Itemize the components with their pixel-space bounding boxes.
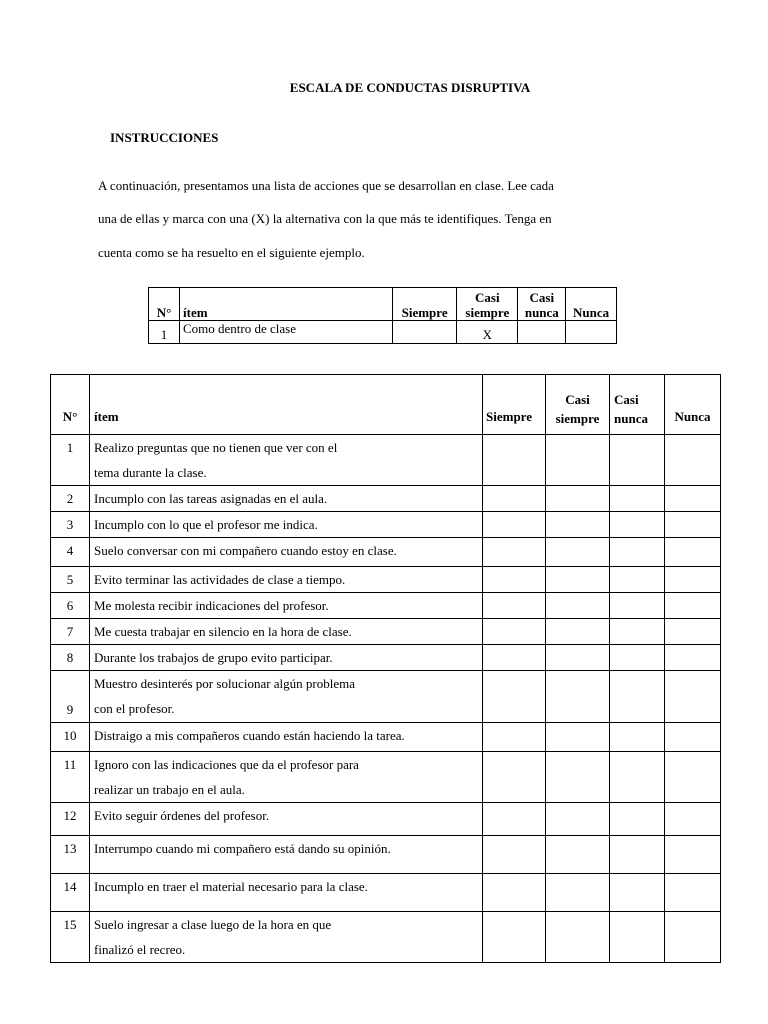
answer-cell-casi-nunca[interactable] bbox=[610, 912, 665, 963]
row-item-line: Evito seguir órdenes del profesor. bbox=[94, 808, 270, 823]
answer-cell-casi-nunca[interactable] bbox=[610, 645, 665, 671]
row-item-line: Me molesta recibir indicaciones del profesor. bbox=[94, 598, 329, 613]
row-item bbox=[90, 512, 483, 538]
row-number: 13 bbox=[51, 836, 90, 874]
answer-cell-casi-nunca[interactable] bbox=[610, 836, 665, 874]
table-row bbox=[51, 752, 721, 803]
row-item bbox=[90, 538, 483, 567]
answer-cell-siempre[interactable] bbox=[483, 486, 546, 512]
example-header-siempre: Siempre bbox=[393, 288, 457, 321]
answer-cell-nunca[interactable] bbox=[665, 435, 721, 486]
answer-cell-nunca[interactable] bbox=[665, 593, 721, 619]
answer-cell-casi-siempre[interactable] bbox=[546, 671, 610, 723]
header-casi-siempre bbox=[546, 375, 610, 435]
answer-cell-casi-siempre[interactable] bbox=[546, 803, 610, 836]
answer-cell-casi-nunca[interactable] bbox=[610, 486, 665, 512]
row-number: 8 bbox=[51, 645, 90, 671]
table-row bbox=[51, 723, 721, 752]
row-item bbox=[90, 593, 483, 619]
row-item-line: Ignoro con las indicaciones que da el profesor para bbox=[94, 757, 359, 772]
row-number: 15 bbox=[51, 912, 90, 963]
row-item-line: Interrumpo cuando mi compañero está dando su opinión. bbox=[94, 841, 391, 856]
answer-cell-casi-nunca[interactable] bbox=[610, 435, 665, 486]
answer-cell-casi-siempre[interactable] bbox=[546, 435, 610, 486]
document-title: ESCALA DE CONDUCTAS DISRUPTIVA bbox=[289, 80, 531, 95]
answer-cell-nunca[interactable] bbox=[665, 874, 721, 912]
behavior-scale-table bbox=[50, 374, 721, 963]
answer-cell-nunca[interactable] bbox=[665, 645, 721, 671]
row-item bbox=[90, 671, 483, 723]
answer-cell-casi-siempre[interactable] bbox=[546, 567, 610, 593]
example-cell-casi-siempre-mark[interactable]: X bbox=[457, 321, 518, 344]
answer-cell-nunca[interactable] bbox=[665, 912, 721, 963]
row-item-line: Durante los trabajos de grupo evito participar. bbox=[94, 650, 333, 665]
example-header-casi-nunca-2: nunca bbox=[524, 305, 559, 320]
answer-cell-casi-siempre[interactable] bbox=[546, 593, 610, 619]
answer-cell-nunca[interactable] bbox=[665, 486, 721, 512]
row-number: 14 bbox=[51, 874, 90, 912]
row-number: 7 bbox=[51, 619, 90, 645]
answer-cell-siempre[interactable] bbox=[483, 567, 546, 593]
row-item-line: realizar un trabajo en el aula. bbox=[94, 782, 245, 797]
answer-cell-nunca[interactable] bbox=[665, 723, 721, 752]
row-item bbox=[90, 486, 483, 512]
answer-cell-siempre[interactable] bbox=[483, 723, 546, 752]
answer-cell-casi-nunca[interactable] bbox=[610, 752, 665, 803]
table-row bbox=[51, 435, 721, 486]
example-cell-nunca[interactable] bbox=[566, 321, 617, 344]
row-item-line: Distraigo a mis compañeros cuando están haciendo la tarea. bbox=[94, 728, 405, 743]
answer-cell-casi-siempre[interactable] bbox=[546, 874, 610, 912]
answer-cell-casi-nunca[interactable] bbox=[610, 619, 665, 645]
table-row bbox=[51, 671, 721, 723]
table-row bbox=[51, 593, 721, 619]
answer-cell-siempre[interactable] bbox=[483, 512, 546, 538]
example-cell-casi-nunca[interactable] bbox=[518, 321, 566, 344]
row-item-line: Evito terminar las actividades de clase a tiempo. bbox=[94, 572, 346, 587]
row-item-line: Me cuesta trabajar en silencio en la hora de clase. bbox=[94, 624, 352, 639]
table-row bbox=[51, 803, 721, 836]
row-item bbox=[90, 619, 483, 645]
answer-cell-nunca[interactable] bbox=[665, 752, 721, 803]
row-item bbox=[90, 803, 483, 836]
row-item-line: Muestro desinterés por solucionar algún problema bbox=[94, 676, 356, 691]
header-nunca: Nunca bbox=[665, 375, 721, 435]
header-casi-siempre-2: siempre bbox=[555, 411, 600, 426]
row-item-line: Incumplo con las tareas asignadas en el aula. bbox=[94, 491, 328, 506]
header-item: ítem bbox=[90, 375, 483, 435]
answer-cell-nunca[interactable] bbox=[665, 512, 721, 538]
answer-cell-casi-siempre[interactable] bbox=[546, 912, 610, 963]
answer-cell-casi-siempre[interactable] bbox=[546, 619, 610, 645]
answer-cell-siempre[interactable] bbox=[483, 874, 546, 912]
answer-cell-siempre[interactable] bbox=[483, 538, 546, 567]
instructions-line-1: A continuación, presentamos una lista de acciones que se desarrollan en clase. Lee cada bbox=[98, 178, 554, 193]
answer-cell-nunca[interactable] bbox=[665, 671, 721, 723]
example-row-item: Como dentro de clase bbox=[180, 321, 393, 344]
answer-cell-casi-nunca[interactable] bbox=[610, 512, 665, 538]
answer-cell-casi-nunca[interactable] bbox=[610, 593, 665, 619]
answer-cell-nunca[interactable] bbox=[665, 803, 721, 836]
row-number: 10 bbox=[51, 723, 90, 752]
answer-cell-siempre[interactable] bbox=[483, 645, 546, 671]
answer-cell-casi-siempre[interactable] bbox=[546, 723, 610, 752]
example-table bbox=[148, 287, 617, 344]
row-item bbox=[90, 836, 483, 874]
example-header-casi-siempre bbox=[457, 288, 518, 321]
table-row bbox=[51, 645, 721, 671]
row-number: 3 bbox=[51, 512, 90, 538]
answer-cell-nunca[interactable] bbox=[665, 619, 721, 645]
row-item-line: Suelo ingresar a clase luego de la hora en que bbox=[94, 917, 332, 932]
header-casi-nunca-1: Casi bbox=[614, 392, 639, 407]
answer-cell-casi-siempre[interactable] bbox=[546, 752, 610, 803]
row-item-line: Incumplo en traer el material necesario para la clase. bbox=[94, 879, 368, 894]
example-header-casi-nunca-1: Casi bbox=[529, 290, 555, 305]
example-row bbox=[149, 321, 617, 344]
row-item bbox=[90, 912, 483, 963]
example-header-nunca: Nunca bbox=[566, 288, 617, 321]
table-row bbox=[51, 619, 721, 645]
instructions-line-2: una de ellas y marca con una (X) la alternativa con la que más te identifiques. Tenga en bbox=[98, 211, 552, 226]
row-number: 9 bbox=[51, 671, 90, 723]
example-header-casi-nunca bbox=[518, 288, 566, 321]
header-casi-siempre-1: Casi bbox=[565, 392, 590, 407]
row-item-line: Suelo conversar con mi compañero cuando estoy en clase. bbox=[94, 543, 397, 558]
row-item bbox=[90, 567, 483, 593]
row-item-line: tema durante la clase. bbox=[94, 465, 207, 480]
answer-cell-casi-nunca[interactable] bbox=[610, 567, 665, 593]
example-row-num: 1 bbox=[149, 321, 180, 344]
header-casi-nunca bbox=[610, 375, 665, 435]
row-number: 12 bbox=[51, 803, 90, 836]
row-number: 1 bbox=[51, 435, 90, 486]
row-item bbox=[90, 723, 483, 752]
header-siempre: Siempre bbox=[483, 375, 546, 435]
answer-cell-siempre[interactable] bbox=[483, 619, 546, 645]
answer-cell-siempre[interactable] bbox=[483, 912, 546, 963]
row-number: 11 bbox=[51, 752, 90, 803]
row-item-line: Incumplo con lo que el profesor me indica. bbox=[94, 517, 318, 532]
answer-cell-casi-siempre[interactable] bbox=[546, 486, 610, 512]
table-row bbox=[51, 567, 721, 593]
row-item bbox=[90, 752, 483, 803]
answer-cell-siempre[interactable] bbox=[483, 836, 546, 874]
answer-cell-casi-nunca[interactable] bbox=[610, 723, 665, 752]
table-row bbox=[51, 836, 721, 874]
answer-cell-casi-siempre[interactable] bbox=[546, 512, 610, 538]
answer-cell-siempre[interactable] bbox=[483, 803, 546, 836]
table-row bbox=[51, 486, 721, 512]
example-header-item: ítem bbox=[180, 288, 393, 321]
answer-cell-siempre[interactable] bbox=[483, 435, 546, 486]
example-header-casi-siempre-1: Casi bbox=[475, 290, 500, 305]
answer-cell-casi-nunca[interactable] bbox=[610, 874, 665, 912]
answer-cell-nunca[interactable] bbox=[665, 836, 721, 874]
answer-cell-siempre[interactable] bbox=[483, 593, 546, 619]
row-item bbox=[90, 874, 483, 912]
answer-cell-nunca[interactable] bbox=[665, 538, 721, 567]
example-header-num: N° bbox=[149, 288, 180, 321]
example-cell-siempre[interactable] bbox=[393, 321, 457, 344]
row-number: 6 bbox=[51, 593, 90, 619]
row-item-line: con el profesor. bbox=[94, 701, 175, 716]
header-casi-nunca-2: nunca bbox=[614, 411, 648, 426]
table-row bbox=[51, 912, 721, 963]
instructions-line-3: cuenta como se ha resuelto en el siguiente ejemplo. bbox=[98, 245, 365, 260]
table-row bbox=[51, 512, 721, 538]
row-item-line: Realizo preguntas que no tienen que ver con el bbox=[94, 440, 338, 455]
main-header-row bbox=[51, 375, 721, 435]
example-header-row bbox=[149, 288, 617, 321]
instructions-heading: INSTRUCCIONES bbox=[110, 130, 219, 145]
answer-cell-siempre[interactable] bbox=[483, 671, 546, 723]
table-row bbox=[51, 874, 721, 912]
row-item-line: finalizó el recreo. bbox=[94, 942, 186, 957]
table-row bbox=[51, 538, 721, 567]
row-item bbox=[90, 435, 483, 486]
answer-cell-casi-siempre[interactable] bbox=[546, 645, 610, 671]
answer-cell-casi-nunca[interactable] bbox=[610, 803, 665, 836]
answer-cell-nunca[interactable] bbox=[665, 567, 721, 593]
row-item bbox=[90, 645, 483, 671]
answer-cell-casi-nunca[interactable] bbox=[610, 671, 665, 723]
answer-cell-casi-siempre[interactable] bbox=[546, 538, 610, 567]
answer-cell-siempre[interactable] bbox=[483, 752, 546, 803]
row-number: 2 bbox=[51, 486, 90, 512]
answer-cell-casi-nunca[interactable] bbox=[610, 538, 665, 567]
row-number: 4 bbox=[51, 538, 90, 567]
header-num: N° bbox=[51, 375, 90, 435]
example-header-casi-siempre-2: siempre bbox=[465, 305, 510, 320]
answer-cell-casi-siempre[interactable] bbox=[546, 836, 610, 874]
row-number: 5 bbox=[51, 567, 90, 593]
